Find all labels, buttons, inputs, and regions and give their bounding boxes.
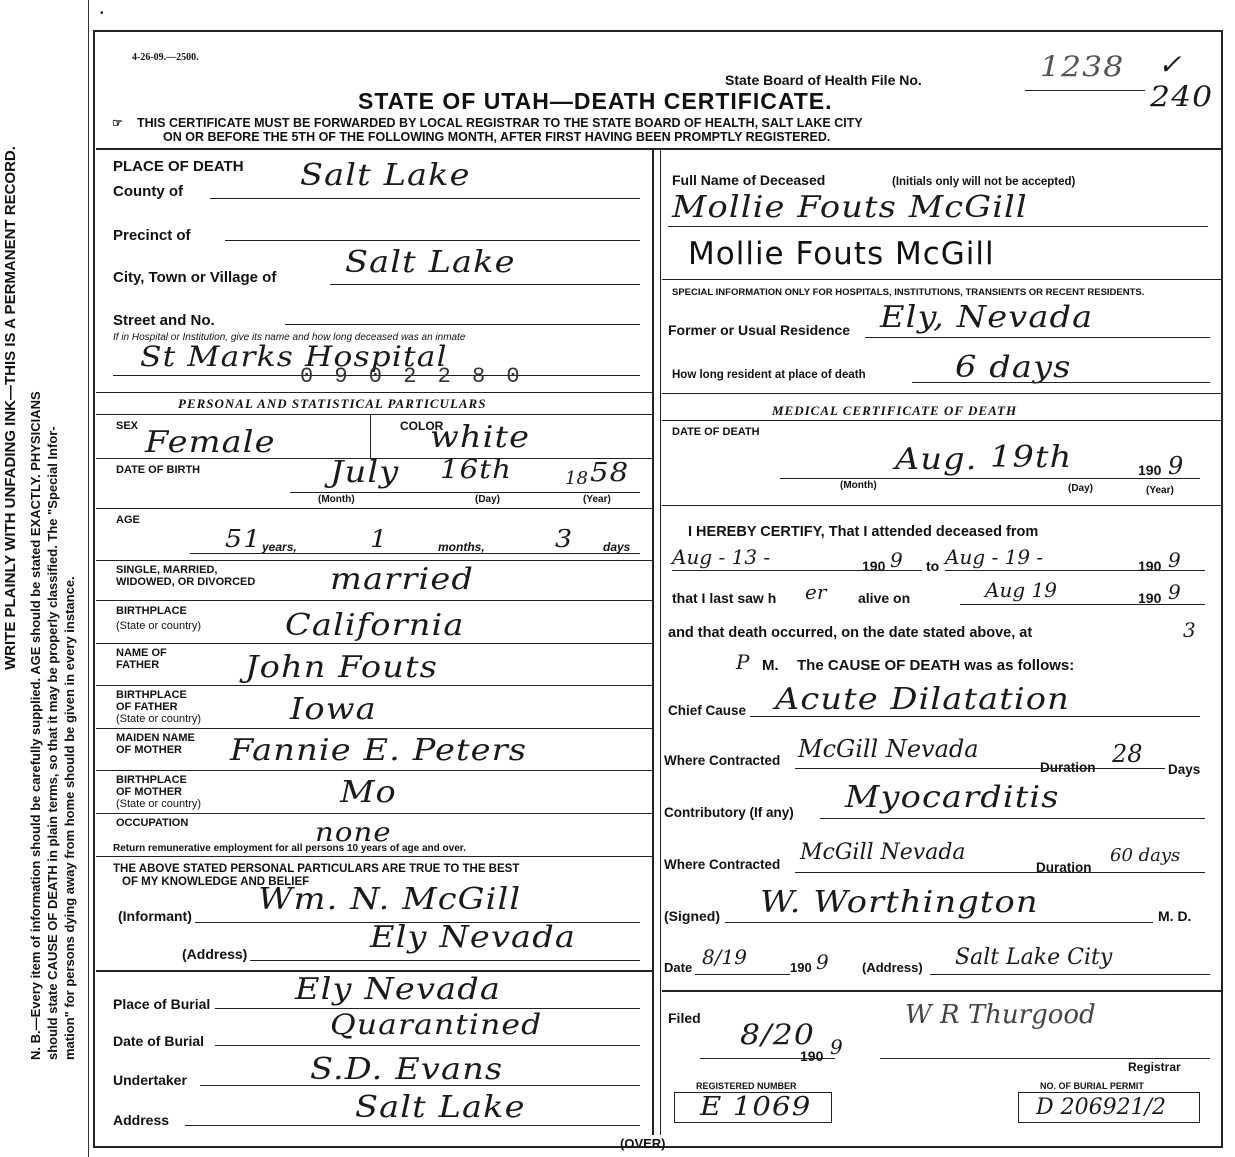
dod-label: DATE OF DEATH <box>672 426 760 438</box>
where-contracted-underline <box>795 768 1165 769</box>
to-label: to <box>926 558 940 574</box>
undertaker-underline <box>200 1085 640 1086</box>
months-label: months, <box>438 540 485 554</box>
burial-place-value: Ely Nevada <box>295 972 501 1007</box>
father-label-2: FATHER <box>116 659 160 671</box>
dod-month-label: (Month) <box>840 480 877 491</box>
where-contracted-value: McGill Nevada <box>798 735 979 763</box>
burial-date-label: Date of Burial <box>113 1033 205 1049</box>
age-label: AGE <box>116 514 140 526</box>
to-date: Aug - 19 - <box>945 545 1044 569</box>
filed-label: Filed <box>668 1010 701 1026</box>
last-saw-year-prefix: 190 <box>1138 590 1162 606</box>
sex-label: SEX <box>116 420 139 432</box>
former-res-label: Former or Usual Residence <box>668 322 851 338</box>
signed-label: (Signed) <box>664 908 720 924</box>
date-value: 8/19 <box>702 945 747 969</box>
from-year: 9 <box>890 548 903 572</box>
contributory-value: Myocarditis <box>845 780 1060 815</box>
signed-row-rule <box>662 990 1222 992</box>
contributory-underline <box>820 818 1205 819</box>
mother-value: Fannie E. Peters <box>230 733 528 768</box>
file-no-underline <box>1025 90 1145 91</box>
last-saw-text-1: that I last saw h <box>672 590 777 606</box>
registrar-signature: W R Thurgood <box>905 1000 1096 1030</box>
age-days: 3 <box>555 525 574 553</box>
father-value: John Fouts <box>245 650 438 685</box>
filed-value: 8/20 <box>740 1018 815 1051</box>
page-title: STATE OF UTAH—DEATH CERTIFICATE. <box>358 88 833 114</box>
years-label: years, <box>262 540 297 554</box>
registrar-underline <box>880 1058 1210 1059</box>
side-note <box>0 10 80 1140</box>
mother-bp-label-3: (State or country) <box>116 798 201 810</box>
date-address-underline <box>930 974 1210 975</box>
filed-year-prefix: 190 <box>800 1048 824 1064</box>
mother-label-1: MAIDEN NAME <box>116 732 195 744</box>
mother-bp-value: Mo <box>340 775 397 810</box>
personal-bottom-rule <box>96 414 652 415</box>
dob-label: DATE OF BIRTH <box>116 464 201 476</box>
age-underline <box>190 553 640 554</box>
date-year-prefix: 190 <box>790 960 812 975</box>
last-saw-year: 9 <box>1168 580 1181 604</box>
county-value: Salt Lake <box>300 158 471 193</box>
instruction-hand-icon: ☞ <box>112 116 123 130</box>
informant-value: Wm. N. McGill <box>258 882 522 917</box>
sex-value: Female <box>145 425 276 460</box>
color-value: white <box>430 420 531 455</box>
cause-intro: The CAUSE OF DEATH was as follows: <box>797 657 1075 674</box>
undertaker-address-underline <box>185 1125 640 1126</box>
duration2-label: Duration <box>1036 860 1092 875</box>
former-res-value: Ely, Nevada <box>880 300 1094 335</box>
marital-label-1: SINGLE, MARRIED, <box>116 564 218 576</box>
occupation-row-rule <box>96 856 652 857</box>
duration2-value: 60 days <box>1110 845 1181 866</box>
name-printed: Mollie Fouts McGill <box>688 236 995 272</box>
informant-address-label: (Address) <box>182 946 248 962</box>
medical-bottom-rule <box>662 420 1222 421</box>
name-underline <box>668 226 1208 227</box>
signed-value: W. Worthington <box>760 885 1039 920</box>
m-label: M. <box>762 657 779 674</box>
age-months: 1 <box>370 525 389 553</box>
side-note-line4: WRITE PLAINLY WITH UNFADING INK—THIS IS A PERMANENT RECORD. <box>2 146 19 670</box>
former-res-underline <box>865 337 1210 338</box>
where-contracted2-label: Where Contracted <box>664 857 781 872</box>
dod-year: 9 <box>1168 452 1184 480</box>
occupation-label: OCCUPATION <box>116 817 189 829</box>
father-row-rule <box>96 685 652 686</box>
to-year-prefix: 190 <box>1138 558 1162 574</box>
stamp-number: 0 9 0 2 2 8 0 <box>300 364 524 389</box>
dod-month: Aug. <box>895 442 978 477</box>
color-label: COLOR <box>400 419 444 433</box>
informant-stmt-2: OF MY KNOWLEDGE AND BELIEF <box>122 876 310 888</box>
father-label-1: NAME OF <box>116 647 167 659</box>
personal-top-rule <box>96 392 652 393</box>
side-note-line3: mation" for persons dying away from home should be given in every instance. <box>62 576 77 1060</box>
dod-day: 19th <box>990 440 1073 475</box>
burial-permit-value: D 206921/2 <box>1036 1095 1167 1120</box>
dod-row-rule <box>662 505 1222 506</box>
name-note: (Initials only will not be accepted) <box>892 176 1076 188</box>
mother-label-2: OF MOTHER <box>116 744 182 756</box>
certify-text: I HEREBY CERTIFY, That I attended deceased from <box>688 524 1039 540</box>
occupation-note: Return remunerative employment for all persons 10 years of age and over. <box>113 843 466 854</box>
undertaker-value: S.D. Evans <box>310 1052 504 1087</box>
instruction-line1: THIS CERTIFICATE MUST BE FORWARDED BY LOCAL REGISTRAR TO THE STATE BOARD OF HEALTH, SALT LAKE CITY <box>137 116 863 130</box>
street-label: Street and No. <box>113 312 215 329</box>
side-note-line1: N. B.—Every item of information should be carefully supplied. AGE should be stated EXACTLY. PHYSICIANS <box>28 391 43 1060</box>
marital-value: married <box>330 562 475 597</box>
hospital-value: St Marks Hospital <box>140 340 448 373</box>
burial-permit-label: NO. OF BURIAL PERMIT <box>1040 1081 1144 1091</box>
undertaker-address-label: Address <box>113 1112 170 1128</box>
undertaker-label: Undertaker <box>113 1072 187 1088</box>
registrar-label: Registrar <box>1128 1060 1181 1074</box>
birthplace-label-2: (State or country) <box>116 620 201 632</box>
dod-day-label: (Day) <box>1068 483 1094 494</box>
birthplace-row-rule <box>96 643 652 644</box>
informant-label: (Informant) <box>118 908 192 924</box>
date-address-value: Salt Lake City <box>955 945 1113 970</box>
dod-underline <box>780 478 1200 479</box>
age-row-rule <box>96 560 652 561</box>
date-year: 9 <box>816 950 829 974</box>
time-value: 3 <box>1183 618 1196 642</box>
mother-bp-label-1: BIRTHPLACE <box>116 774 187 786</box>
from-date: Aug - 13 - <box>672 545 771 569</box>
file-no-check: ✓ <box>1158 48 1182 81</box>
where-contracted2-underline <box>795 872 1205 873</box>
ampm-value: P <box>736 650 750 674</box>
column-divider <box>652 150 654 1135</box>
where-contracted-label: Where Contracted <box>664 753 781 768</box>
place-of-death-label: PLACE OF DEATH <box>113 158 244 175</box>
death-occurred-text: and that death occurred, on the date stated above, at <box>668 625 1033 641</box>
form-number: 4-26-09.—2500. <box>132 52 199 63</box>
date-underline <box>695 974 790 975</box>
precinct-label: Precinct of <box>113 227 191 244</box>
name-printed-rule <box>662 279 1222 280</box>
registered-number-label: REGISTERED NUMBER <box>696 1081 797 1091</box>
resident-value: 6 days <box>955 350 1072 385</box>
header-rule <box>96 148 1221 150</box>
dob-day-label: (Day) <box>475 494 501 505</box>
where-contracted2-value: McGill Nevada <box>800 840 966 865</box>
from-year-prefix: 190 <box>862 558 886 574</box>
county-underline <box>210 198 640 199</box>
precinct-underline <box>225 240 640 241</box>
sex-color-divider <box>370 414 371 458</box>
burial-date-underline <box>215 1045 640 1046</box>
birthplace-value: California <box>285 608 465 643</box>
last-saw-date: Aug 19 <box>985 578 1057 602</box>
hospital-note: If in Hospital or Institution, give its name and how long deceased was an inmate <box>113 332 466 343</box>
father-bp-label-1: BIRTHPLACE <box>116 689 187 701</box>
dod-year-label: (Year) <box>1146 485 1174 496</box>
dob-day: 16th <box>440 455 512 485</box>
father-bp-row-rule <box>96 728 652 729</box>
dob-year-prefix: 18 <box>565 468 588 489</box>
dod-year-prefix: 190 <box>1138 462 1162 478</box>
chief-cause-label: Chief Cause <box>668 703 747 718</box>
dob-month: July <box>330 455 400 490</box>
special-info: SPECIAL INFORMATION ONLY FOR HOSPITALS, INSTITUTIONS, TRANSIENTS OR RECENT RESIDENTS. <box>672 287 1145 298</box>
burial-date-value: Quarantined <box>330 1008 543 1041</box>
occupation-value: none <box>315 818 392 848</box>
informant-address-underline <box>250 960 640 961</box>
father-bp-value: Iowa <box>290 692 377 727</box>
age-years: 51 <box>225 525 262 553</box>
county-label: County of <box>113 183 183 200</box>
chief-cause-value: Acute Dilatation <box>775 682 1070 717</box>
father-bp-label-2: OF FATHER <box>116 701 178 713</box>
mother-row-rule <box>96 770 652 771</box>
mother-bp-label-2: OF MOTHER <box>116 786 182 798</box>
medical-top-rule <box>662 393 1222 394</box>
marital-label-2: WIDOWED, OR DIVORCED <box>116 576 256 588</box>
resident-underline <box>912 382 1210 383</box>
to-year: 9 <box>1168 548 1181 572</box>
side-note-line2: should state CAUSE OF DEATH in plain terms, so that it may be properly classified. The "Special Infor- <box>45 426 60 1060</box>
duration-value: 28 <box>1112 740 1143 768</box>
over-label: (OVER) <box>620 1136 666 1151</box>
dob-row-rule <box>96 508 652 509</box>
registered-number-value: E 1069 <box>700 1092 812 1122</box>
last-saw-text-2: alive on <box>858 590 911 606</box>
top-margin-mark: • <box>100 8 104 19</box>
medical-header: MEDICAL CERTIFICATE OF DEATH <box>772 403 1018 418</box>
informant-address-value: Ely Nevada <box>370 920 576 955</box>
to-underline <box>945 570 1205 571</box>
chief-cause-underline <box>750 716 1200 717</box>
birthplace-label-1: BIRTHPLACE <box>116 605 187 617</box>
personal-header: PERSONAL AND STATISTICAL PARTICULARS <box>178 396 487 411</box>
contributory-label: Contributory (If any) <box>664 805 794 820</box>
days-label: days <box>603 540 631 554</box>
city-label: City, Town or Village of <box>113 269 277 286</box>
city-value: Salt Lake <box>345 245 516 280</box>
name-value: Mollie Fouts McGill <box>672 190 1028 225</box>
last-saw-underline <box>960 604 1205 605</box>
file-no-label: State Board of Health File No. <box>725 72 922 88</box>
undertaker-address-value: Salt Lake <box>355 1090 526 1125</box>
burial-place-label: Place of Burial <box>113 996 211 1012</box>
filed-year: 9 <box>830 1035 843 1059</box>
file-no-value: 1238 <box>1040 50 1125 83</box>
mother-bp-row-rule <box>96 813 652 814</box>
street-underline <box>285 324 640 325</box>
dob-year-label: (Year) <box>583 494 611 505</box>
left-margin-line <box>88 0 89 1157</box>
file-no-alt: 240 <box>1150 80 1214 113</box>
duration-days-label: Days <box>1168 762 1201 777</box>
md-label: M. D. <box>1158 908 1192 924</box>
marital-row-rule <box>96 600 652 601</box>
instruction-line2: ON OR BEFORE THE 5TH OF THE FOLLOWING MONTH, AFTER FIRST HAVING BEEN PROMPTLY REGISTERED. <box>163 130 831 144</box>
father-bp-label-3: (State or country) <box>116 713 201 725</box>
dob-month-label: (Month) <box>318 494 355 505</box>
right-column-inner-line <box>660 150 661 1135</box>
last-saw-value: er <box>805 580 827 604</box>
date-label: Date <box>664 960 693 975</box>
resident-label: How long resident at place of death <box>672 369 866 381</box>
filed-underline <box>700 1058 835 1059</box>
from-underline <box>672 570 922 571</box>
dob-year: 58 <box>590 458 630 488</box>
informant-stmt-1: THE ABOVE STATED PERSONAL PARTICULARS ARE TRUE TO THE BEST <box>113 863 520 875</box>
signed-underline <box>725 922 1153 923</box>
name-label: Full Name of Deceased <box>672 172 826 188</box>
date-address-label: (Address) <box>862 960 923 975</box>
dob-underline <box>290 492 640 493</box>
duration-label: Duration <box>1040 760 1096 775</box>
city-underline <box>330 284 640 285</box>
